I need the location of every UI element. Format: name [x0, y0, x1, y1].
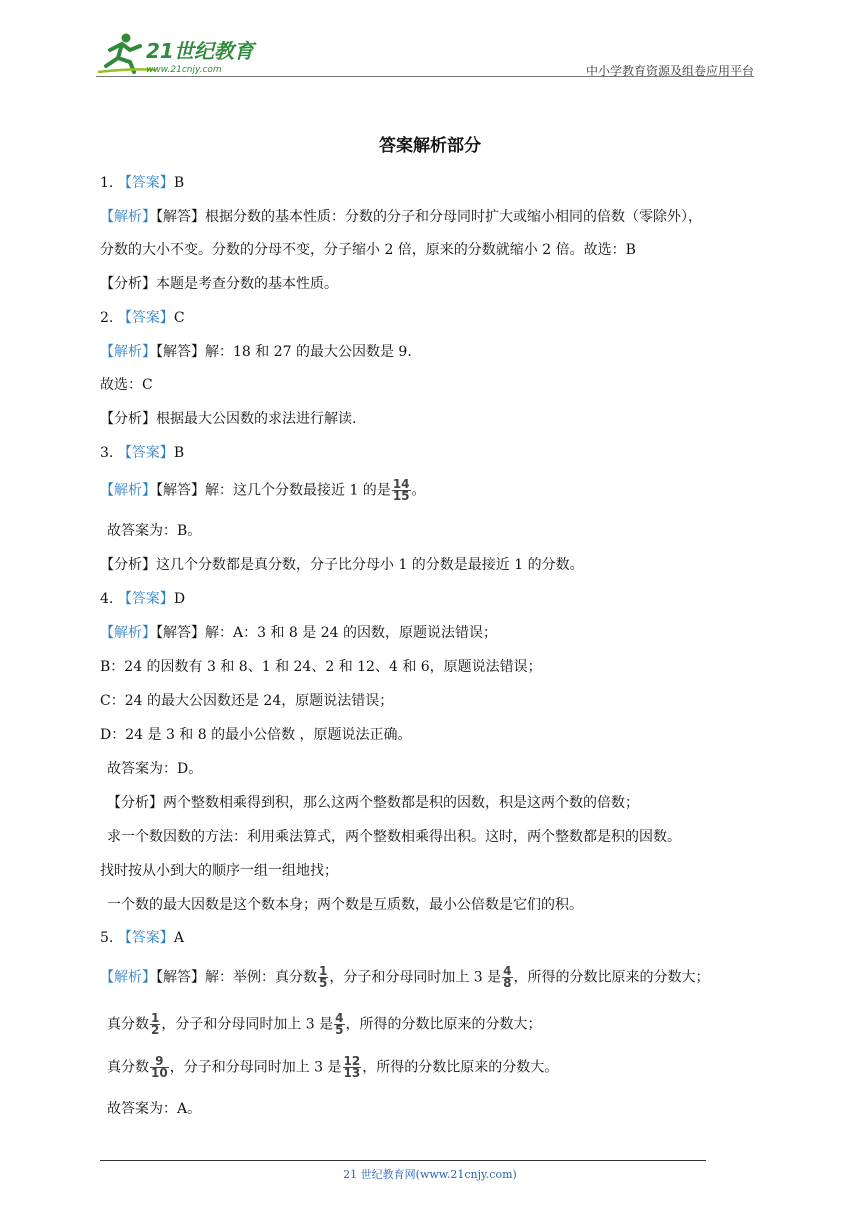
q5-answer-line: [100, 928, 184, 948]
answer-tag: 【答案】: [117, 175, 174, 191]
q3-solution-line-1: [100, 479, 426, 502]
q1-answer-line: [100, 173, 184, 193]
fraction-numerator: 1: [151, 1011, 160, 1025]
solution-tag: 【解答】: [156, 625, 205, 641]
logo-text: 21世纪教育: [146, 39, 254, 63]
q4-answer-line: [100, 589, 185, 609]
q5-text-2b: ，分子和分母同时加上 3 是: [161, 1016, 334, 1033]
fraction-denominator: 8: [503, 976, 512, 990]
q4-analysis-line-4: 一个数的最大因数是这个数本身；两个数是互质数，最小公倍数是它们的积。: [107, 897, 583, 913]
q2-analysis-line: [100, 409, 356, 429]
q5-solution-line-3: [107, 1056, 558, 1079]
q5-text-3a: 真分数: [107, 1059, 149, 1076]
q5-text-3b: ，分子和分母同时加上 3 是: [169, 1059, 342, 1076]
fraction: [502, 966, 512, 989]
q4-analysis-line-2: 求一个数因数的方法：利用乘法算式，两个整数相乘得出积。这时，两个整数都是积的因数。: [107, 829, 681, 845]
fraction-denominator: 2: [151, 1023, 160, 1037]
answer-tag: 【答案】: [117, 445, 174, 461]
fraction: [334, 1013, 344, 1036]
q4-answer: D: [173, 591, 186, 607]
q5-answer: A: [173, 930, 184, 946]
q5-solution-line-2: [107, 1013, 542, 1036]
q5-number: 5.: [100, 930, 114, 946]
q2-solution-text-1: 解：18 和 27 的最大公因数是 9.: [205, 344, 412, 360]
answer-tag: 【答案】: [117, 310, 174, 326]
fraction-numerator: 4: [335, 1011, 344, 1025]
q4-solution-line-3: C：24 的最大公因数还是 24，原题说法错误；: [100, 693, 394, 709]
q2-analysis-text: 根据最大公因数的求法进行解读.: [156, 411, 357, 427]
q4-solution-line-1: [100, 623, 497, 643]
fraction-denominator: 13: [343, 1066, 361, 1080]
fenxi-tag: 【分析】: [107, 795, 163, 811]
q1-number: 1.: [100, 175, 114, 191]
q4-solution-text-1: 解：A：3 和 8 是 24 的因数，原题说法错误；: [205, 625, 497, 641]
analysis-tag: 【解析】: [100, 625, 156, 641]
q4-analysis-line-3: 找时按从小到大的顺序一组一组地找；: [100, 863, 338, 879]
fraction-numerator: 4: [503, 964, 512, 978]
q3-analysis-line: [100, 555, 584, 575]
fraction-numerator: 12: [343, 1054, 361, 1068]
q1-analysis-text: 本题是考查分数的基本性质。: [156, 276, 338, 292]
q3-number: 3.: [100, 445, 114, 461]
q3-solution-text-end: 。: [411, 482, 426, 499]
q3-analysis-text: 这几个分数都是真分数，分子比分母小 1 的分数是最接近 1 的分数。: [156, 557, 584, 573]
fraction-denominator: 15: [392, 489, 410, 503]
q4-solution-line-4: D：24 是 3 和 8 的最小公倍数 ，原题说法正确。: [100, 727, 412, 743]
q5-text-1b: ，分子和分母同时加上 3 是: [329, 969, 502, 986]
q5-solution-line-1: [100, 966, 710, 989]
fraction-denominator: 5: [319, 976, 328, 990]
q1-answer: B: [173, 175, 185, 191]
analysis-tag: 【解析】: [100, 344, 156, 360]
header-tagline: 中小学教育资源及组卷应用平台: [585, 64, 754, 78]
q3-answer: B: [173, 445, 185, 461]
analysis-tag: 【解析】: [100, 969, 156, 986]
q2-solution-line-2: 故选：C: [100, 377, 153, 393]
q4-analysis-text-1: 两个整数相乘得到积，那么这两个整数都是积的因数，积是这两个数的倍数；: [163, 795, 639, 811]
q4-solution-line-2: B：24 的因数有 3 和 8、1 和 24、2 和 12、4 和 6，原题说法错误；: [100, 659, 542, 675]
q2-answer-line: [100, 308, 185, 328]
q1-solution-line-1: [100, 207, 702, 227]
fraction: [392, 479, 411, 502]
q3-solution-line-2: 故答案为：B。: [107, 523, 202, 539]
solution-tag: 【解答】: [156, 969, 205, 986]
q5-text-1c: ，所得的分数比原来的分数大；: [513, 969, 710, 986]
fenxi-tag: 【分析】: [100, 557, 156, 573]
page-header: [96, 28, 754, 78]
page-title: 答案解析部分: [379, 136, 481, 156]
q3-answer-line: [100, 443, 184, 463]
header-divider: [96, 76, 754, 77]
logo-url: www.21cnjy.com: [146, 65, 222, 75]
solution-tag: 【解答】: [156, 482, 205, 499]
q1-solution-line-2: 分数的大小不变。分数的分母不变，分子缩小 2 倍，原来的分数就缩小 2 倍。故选：B: [100, 242, 636, 258]
q1-solution-text-1: 根据分数的基本性质：分数的分子和分母同时扩大或缩小相同的倍数（零除外），: [205, 209, 702, 225]
fraction: [150, 1013, 160, 1036]
footer-divider: [100, 1160, 706, 1161]
q1-analysis-line: [100, 274, 338, 294]
solution-tag: 【解答】: [156, 344, 205, 360]
q5-text-2c: ，所得的分数比原来的分数大；: [345, 1016, 542, 1033]
q2-solution-line-1: [100, 342, 412, 362]
page-footer: 21 世纪教育网(www.21cnjy.com): [343, 1168, 517, 1181]
q5-text-3c: ，所得的分数比原来的分数大。: [362, 1059, 559, 1076]
q2-number: 2.: [100, 310, 114, 326]
q5-text-1a: 解：举例：真分数: [205, 969, 317, 986]
q5-text-2a: 真分数: [107, 1016, 149, 1033]
fraction: [150, 1056, 169, 1079]
fenxi-tag: 【分析】: [100, 276, 156, 292]
analysis-tag: 【解析】: [100, 482, 156, 499]
answer-tag: 【答案】: [117, 930, 174, 946]
fraction-numerator: 1: [319, 964, 328, 978]
q4-number: 4.: [100, 591, 114, 607]
fraction: [343, 1056, 362, 1079]
logo-21cnjy: [96, 28, 266, 76]
q5-solution-line-4: 故答案为：A。: [107, 1101, 202, 1117]
q4-analysis-line-1: [107, 793, 639, 813]
q3-solution-text-1: 解：这几个分数最接近 1 的是: [205, 482, 391, 499]
fraction-denominator: 10: [151, 1066, 168, 1080]
fraction-numerator: 14: [392, 477, 410, 491]
analysis-tag: 【解析】: [100, 209, 156, 225]
fraction-denominator: 5: [335, 1023, 344, 1037]
q4-solution-line-5: 故答案为：D。: [107, 761, 203, 777]
answer-tag: 【答案】: [117, 591, 174, 607]
fraction: [318, 966, 328, 989]
fraction-numerator: 9: [150, 1056, 169, 1068]
solution-tag: 【解答】: [156, 209, 205, 225]
fenxi-tag: 【分析】: [100, 411, 156, 427]
q2-answer: C: [173, 310, 185, 326]
